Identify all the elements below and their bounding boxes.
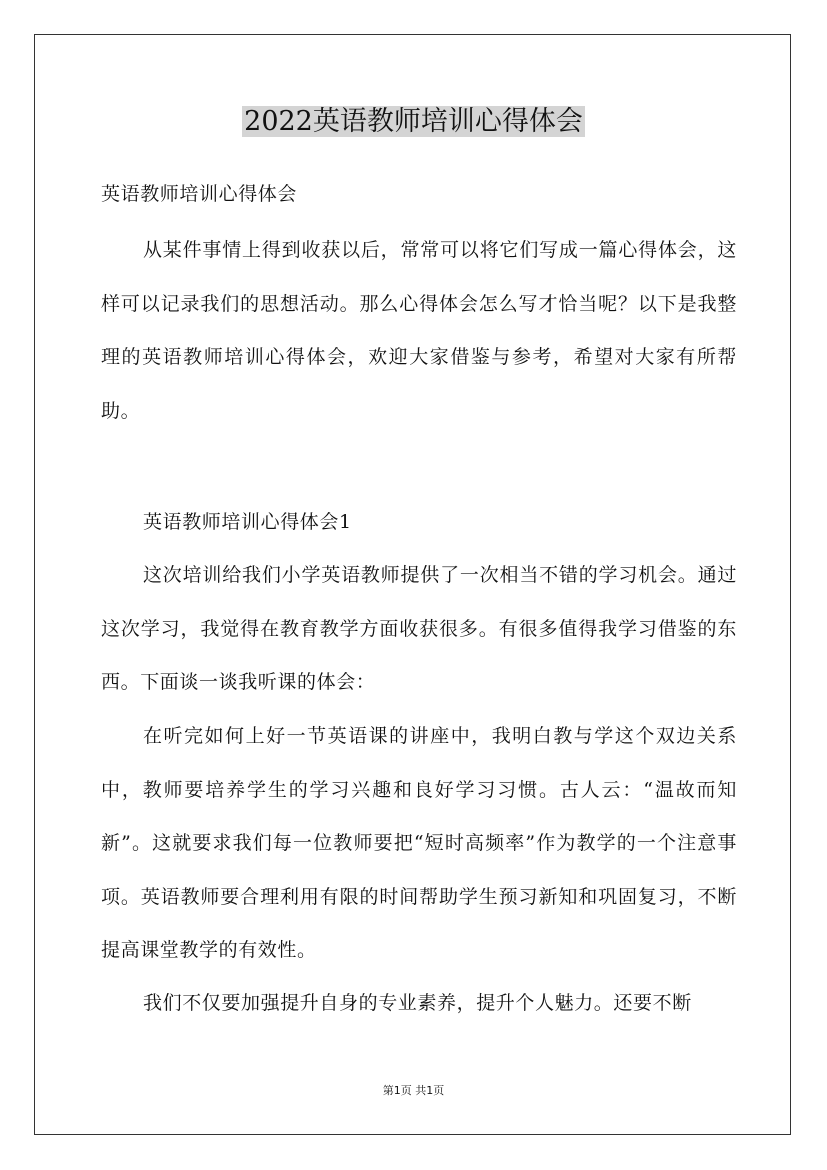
intro-paragraph: 从某件事情上得到收获以后，常常可以将它们写成一篇心得体会，这样可以记录我们的思想活动。那么心得体会怎么写才恰当呢？以下是我整理的英语教师培训心得体会，欢迎大家借鉴与参考，希望对大家有所帮助。 (101, 239, 737, 422)
document-title (0, 100, 827, 144)
document-title-text: 2022英语教师培训心得体会 (244, 106, 583, 137)
body-paragraph-3: 我们不仅要加强提升自身的专业素养，提升个人魅力。还要不断 (143, 992, 692, 1014)
page-footer: 第1页 共1页 (382, 1084, 445, 1097)
document-subtitle: 英语教师培训心得体会 (101, 183, 298, 205)
section-heading-1: 英语教师培训心得体会1 (143, 511, 352, 533)
body-paragraph-2: 在听完如何上好一节英语课的讲座中，我明白教与学这个双边关系中，教师要培养学生的学习兴趣和良好学习习惯。古人云：“温故而知新”。这就要求我们每一位教师要把“短时高频率”作为教学的一个注意事项。英语教师要合理利用有限的时间帮助学生预习新知和巩固复习，不断提高课堂教学的有效性。 (101, 725, 737, 961)
body-paragraph-1: 这次培训给我们小学英语教师提供了一次相当不错的学习机会。通过这次学习，我觉得在教育教学方面收获很多。有很多值得我学习借鉴的东西。下面谈一谈我听课的体会： (101, 564, 737, 693)
